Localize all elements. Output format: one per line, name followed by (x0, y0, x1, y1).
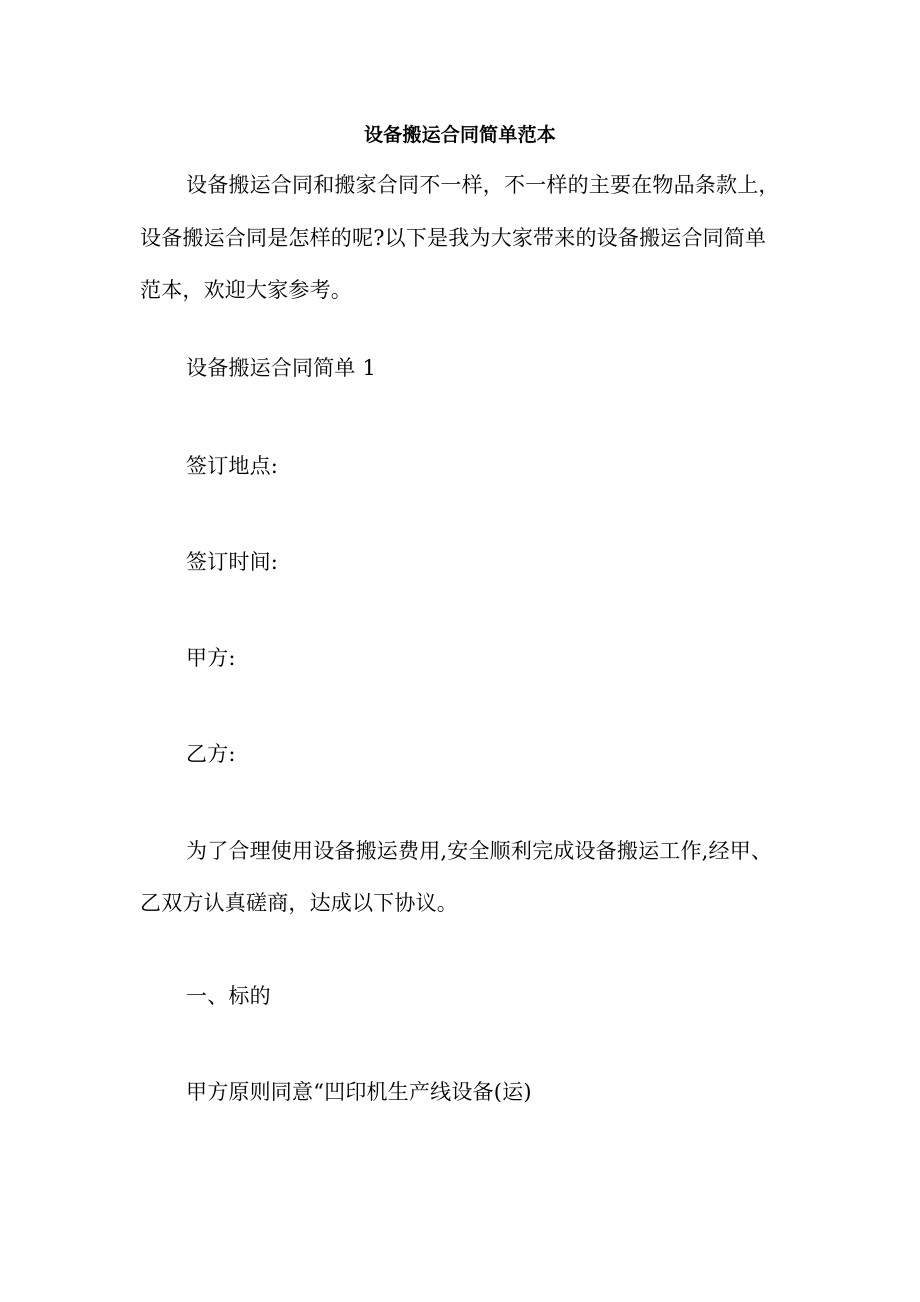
party-a-field: 甲方: (186, 646, 236, 670)
purpose-line: 乙双方认真磋商，达成以下协议。 (140, 891, 458, 915)
sign-time-field: 签订时间: (186, 550, 279, 574)
intro-line: 设备搬运合同和搬家合同不一样，不一样的主要在物品条款上， (186, 173, 780, 197)
clause-text: 甲方原则同意“凹印机生产线设备(运) (186, 1080, 532, 1104)
purpose-line: 为了合理使用设备搬运费用,安全顺利完成设备搬运工作,经甲、 (186, 839, 773, 863)
intro-line: 设备搬运合同是怎样的呢?以下是我为大家带来的设备搬运合同简单 (140, 226, 767, 250)
intro-line: 范本，欢迎大家参考。 (140, 278, 352, 302)
sign-place-field: 签订地点: (186, 454, 279, 478)
clause-heading: 一、标的 (186, 984, 271, 1008)
document-title: 设备搬运合同简单范本 (363, 124, 556, 146)
party-b-field: 乙方: (186, 742, 236, 766)
section-heading: 设备搬运合同简单 1 (186, 356, 377, 380)
